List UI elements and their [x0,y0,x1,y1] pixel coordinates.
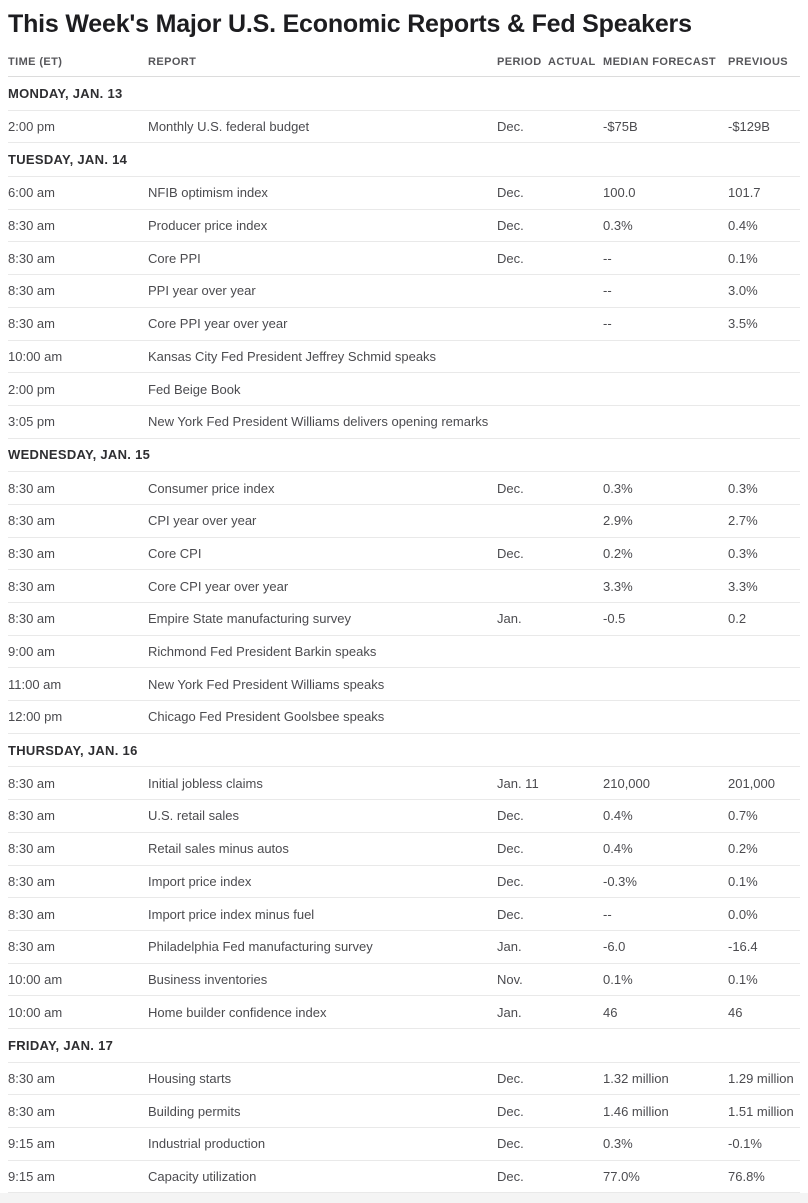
cell-median-forecast: -0.3% [603,873,637,889]
cell-period: Dec. [497,873,524,889]
table-row [8,767,800,800]
cell-report: Building permits [148,1103,241,1119]
table-row [8,538,800,571]
cell-period: Nov. [497,971,523,987]
cell-report: Kansas City Fed President Jeffrey Schmid speaks [148,348,437,364]
page-title: This Week's Major U.S. Economic Reports & Fed Speakers [8,10,692,38]
cell-median-forecast: 0.1% [603,971,633,987]
cell-median-forecast: 0.4% [603,841,633,857]
next-module-edge [0,1193,808,1203]
day-header-label: FRIDAY, JAN. 17 [8,1037,114,1053]
table-row [8,111,800,144]
table-row [8,964,800,997]
day-header-row [8,439,800,473]
cell-previous: 0.3% [728,545,758,561]
cell-median-forecast: -- [603,906,612,922]
cell-median-forecast: 77.0% [603,1169,640,1185]
cell-previous: 0.1% [728,250,758,266]
col-header-actual: ACTUAL [548,56,596,68]
col-header-report: REPORT [148,56,197,68]
cell-report: Initial jobless claims [148,775,263,791]
cell-median-forecast: 1.32 million [603,1070,669,1086]
cell-median-forecast: 0.2% [603,545,633,561]
cell-report: Core PPI year over year [148,316,288,332]
cell-previous: -0.1% [728,1136,762,1152]
cell-time: 2:00 pm [8,381,55,397]
table-body [8,77,800,1193]
cell-previous: 2.7% [728,513,758,529]
cell-period: Dec. [497,1169,524,1185]
cell-time: 8:30 am [8,939,55,955]
table-row [8,373,800,406]
cell-previous: 201,000 [728,775,775,791]
day-header-label: MONDAY, JAN. 13 [8,85,123,101]
cell-median-forecast: -$75B [603,119,638,135]
table-header-row [8,48,800,77]
cell-median-forecast: 210,000 [603,775,650,791]
cell-report: PPI year over year [148,283,256,299]
table-row [8,242,800,275]
table-row [8,701,800,734]
cell-previous: -$129B [728,119,770,135]
cell-period: Dec. [497,250,524,266]
cell-previous: 0.3% [728,480,758,496]
cell-previous: 0.2 [728,611,747,627]
cell-previous: 46 [728,1004,743,1020]
cell-period: Dec. [497,841,524,857]
col-header-median-forecast: MEDIAN FORECAST [603,56,716,68]
cell-report: Producer price index [148,218,268,234]
cell-median-forecast: -0.5 [603,611,626,627]
cell-report: Import price index [148,873,252,889]
cell-time: 11:00 am [8,676,62,692]
table-row [8,177,800,210]
cell-period: Jan. [497,939,522,955]
day-header-row [8,143,800,177]
cell-time: 8:30 am [8,218,55,234]
cell-previous: 0.7% [728,808,758,824]
cell-report: Consumer price index [148,480,275,496]
cell-time: 9:15 am [8,1136,55,1152]
cell-median-forecast: -- [603,283,612,299]
cell-report: Core PPI [148,250,201,266]
day-header-row [8,77,800,111]
cell-median-forecast: 0.3% [603,480,633,496]
cell-time: 8:30 am [8,1103,55,1119]
cell-report: Fed Beige Book [148,381,241,397]
cell-report: Import price index minus fuel [148,906,315,922]
table-row [8,210,800,243]
table-row [8,341,800,374]
cell-report: Monthly U.S. federal budget [148,119,310,135]
cell-report: Business inventories [148,971,268,987]
cell-report: CPI year over year [148,513,257,529]
cell-period: Dec. [497,185,524,201]
table-row [8,1161,800,1194]
day-header-row [8,734,800,768]
cell-median-forecast: 0.4% [603,808,633,824]
col-header-period: PERIOD [497,56,542,68]
cell-previous: -16.4 [728,939,758,955]
cell-time: 8:30 am [8,906,55,922]
cell-previous: 3.5% [728,316,758,332]
cell-previous: 1.51 million [728,1103,794,1119]
cell-time: 8:30 am [8,808,55,824]
cell-median-forecast: 1.46 million [603,1103,669,1119]
cell-report: Core CPI year over year [148,578,289,594]
cell-previous: 101.7 [728,185,761,201]
cell-time: 3:05 pm [8,414,55,430]
cell-time: 10:00 am [8,1004,63,1020]
cell-median-forecast: 0.3% [603,1136,633,1152]
cell-report: U.S. retail sales [148,808,240,824]
cell-report: Empire State manufacturing survey [148,611,352,627]
day-header-label: TUESDAY, JAN. 14 [8,152,128,168]
col-header-time: TIME (ET) [8,56,63,68]
cell-time: 8:30 am [8,873,55,889]
cell-time: 8:30 am [8,1070,55,1086]
cell-previous: 0.0% [728,906,758,922]
table-row [8,996,800,1029]
cell-previous: 76.8% [728,1169,765,1185]
cell-period: Dec. [497,906,524,922]
cell-period: Dec. [497,545,524,561]
cell-report: Chicago Fed President Goolsbee speaks [148,709,385,725]
cell-previous: 0.1% [728,873,758,889]
cell-report: Richmond Fed President Barkin speaks [148,644,377,660]
cell-time: 6:00 am [8,185,55,201]
cell-previous: 0.1% [728,971,758,987]
cell-time: 8:30 am [8,545,55,561]
cell-time: 8:30 am [8,250,55,266]
day-header-label: WEDNESDAY, JAN. 15 [8,447,151,463]
cell-time: 2:00 pm [8,119,55,135]
cell-time: 8:30 am [8,283,55,299]
col-header-previous: PREVIOUS [728,56,789,68]
table-row [8,308,800,341]
cell-report: Housing starts [148,1070,232,1086]
cell-previous: 0.2% [728,841,758,857]
cell-report: New York Fed President Williams delivers opening remarks [148,414,489,430]
cell-time: 10:00 am [8,348,63,364]
table-row [8,668,800,701]
table-row [8,570,800,603]
cell-time: 8:30 am [8,480,55,496]
table-row [8,898,800,931]
cell-report: Industrial production [148,1136,266,1152]
cell-period: Jan. [497,611,522,627]
cell-previous: 1.29 million [728,1070,794,1086]
cell-median-forecast: -6.0 [603,939,626,955]
cell-time: 12:00 pm [8,709,63,725]
cell-previous: 0.4% [728,218,758,234]
cell-time: 9:15 am [8,1169,55,1185]
cell-period: Dec. [497,218,524,234]
day-header-row [8,1029,800,1063]
cell-time: 8:30 am [8,775,55,791]
cell-time: 10:00 am [8,971,63,987]
cell-previous: 3.3% [728,578,758,594]
cell-period: Dec. [497,119,524,135]
cell-median-forecast: 0.3% [603,218,633,234]
cell-period: Dec. [497,1136,524,1152]
cell-time: 8:30 am [8,513,55,529]
cell-time: 8:30 am [8,611,55,627]
cell-time: 9:00 am [8,644,55,660]
table-row [8,1063,800,1096]
cell-period: Jan. 11 [497,775,539,791]
table-row [8,603,800,636]
cell-period: Dec. [497,480,524,496]
table-row [8,505,800,538]
table-row [8,931,800,964]
cell-time: 8:30 am [8,316,55,332]
table-row [8,636,800,669]
table-row [8,1095,800,1128]
cell-report: Home builder confidence index [148,1004,327,1020]
cell-median-forecast: 100.0 [603,185,636,201]
table-row [8,472,800,505]
table-row [8,275,800,308]
table-row [8,866,800,899]
cell-report: Philadelphia Fed manufacturing survey [148,939,373,955]
day-header-label: THURSDAY, JAN. 16 [8,742,138,758]
cell-time: 8:30 am [8,841,55,857]
cell-median-forecast: -- [603,250,612,266]
cell-period: Jan. [497,1004,522,1020]
cell-report: New York Fed President Williams speaks [148,676,385,692]
cell-report: Retail sales minus autos [148,841,289,857]
cell-median-forecast: 3.3% [603,578,633,594]
cell-report: Core CPI [148,545,202,561]
table-row [8,406,800,439]
cell-period: Dec. [497,808,524,824]
cell-median-forecast: 46 [603,1004,618,1020]
cell-period: Dec. [497,1103,524,1119]
table-row [8,833,800,866]
table-row [8,1128,800,1161]
cell-median-forecast: -- [603,316,612,332]
cell-time: 8:30 am [8,578,55,594]
cell-report: NFIB optimism index [148,185,268,201]
cell-report: Capacity utilization [148,1169,257,1185]
table-row [8,800,800,833]
cell-previous: 3.0% [728,283,758,299]
cell-period: Dec. [497,1070,524,1086]
cell-median-forecast: 2.9% [603,513,633,529]
